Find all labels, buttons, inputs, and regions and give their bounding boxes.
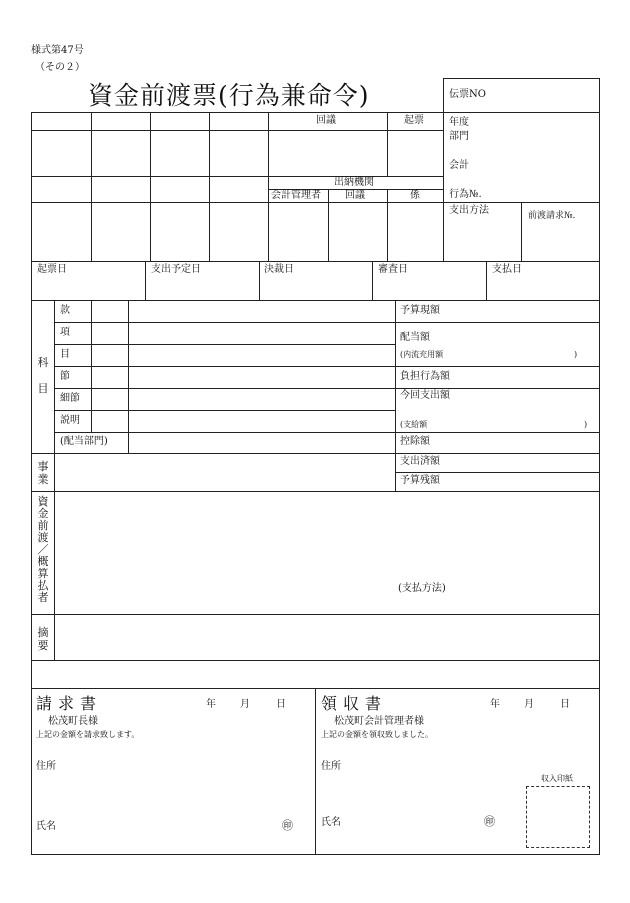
- subject-label: 科目: [37, 356, 49, 395]
- receipt-statement: 上記の金額を領収致しました。: [321, 730, 433, 739]
- subject-row-setsumei: 説明: [60, 415, 80, 426]
- payee-label: 資金前渡／概算払者: [37, 495, 49, 604]
- subject-row-kan: 款: [60, 305, 70, 316]
- pay-method-paren: (支払方法): [398, 583, 446, 594]
- payment-method-label: 支出方法: [449, 205, 489, 216]
- invoice-day: 日: [276, 699, 286, 710]
- circulation2-label: 回議: [345, 190, 365, 201]
- paid-amount-label: 支出済額: [400, 456, 440, 467]
- page-title: 資金前渡票(行為兼命令): [88, 81, 370, 110]
- allotment-label: 配当額: [400, 332, 430, 343]
- subject-row-kou: 項: [60, 327, 70, 338]
- receipt-addressee: 松茂町会計管理者様: [334, 716, 424, 727]
- receipt-month: 月: [524, 699, 534, 710]
- this-payment-label: 今回支出額: [400, 390, 450, 401]
- receipt-address-label: 住所: [321, 761, 341, 772]
- allot-department-label: (配当部門): [60, 436, 108, 447]
- budget-current-label: 予算現額: [400, 305, 440, 316]
- invoice-year: 年: [206, 699, 216, 710]
- receipt-day: 日: [560, 699, 570, 710]
- advance-request-no-label: 前渡請求№.: [528, 211, 576, 221]
- form-number: 様式第47号: [31, 45, 84, 56]
- subject-row-saisetsu: 細節: [60, 393, 80, 404]
- revenue-stamp-label: 収入印紙: [541, 774, 573, 783]
- supply-amount-close: ): [584, 420, 588, 429]
- invoice-title: 請求書: [36, 694, 103, 713]
- audit-date-label: 審査日: [378, 264, 408, 275]
- invoice-statement: 上記の金額を請求致します。: [36, 730, 140, 739]
- internal-transfer-label: (内流充用額: [400, 350, 444, 359]
- invoice-address-label: 住所: [36, 761, 56, 772]
- summary-label: 摘要: [37, 626, 49, 652]
- remaining-budget-label: 予算残額: [400, 475, 440, 486]
- slip-no-label: 伝票NO: [449, 89, 486, 100]
- internal-transfer-close: ): [574, 350, 578, 359]
- receipt-year: 年: [490, 699, 500, 710]
- invoice-month: 月: [240, 699, 250, 710]
- accountant-label: 会計管理者: [271, 190, 321, 201]
- department-label: 部門: [449, 131, 469, 142]
- deduction-label: 控除額: [400, 436, 430, 447]
- approval-date-label: 決裁日: [264, 264, 294, 275]
- invoice-name-label: 氏名: [36, 821, 56, 832]
- invoice-seal-mark: ㊞: [282, 819, 293, 832]
- act-number-label: 行為№.: [449, 189, 482, 200]
- form-sub-number: （その２）: [35, 62, 85, 73]
- burden-act-label: 負担行為額: [400, 371, 450, 382]
- treasury-label: 出納機関: [334, 177, 374, 188]
- fiscal-year-label: 年度: [449, 117, 469, 128]
- project-label: 事業: [37, 460, 49, 486]
- supply-amount-label: (支給額: [400, 420, 428, 429]
- revenue-stamp-box: [526, 786, 590, 848]
- receipt-seal-mark: ㊞: [484, 815, 495, 828]
- drafter-label: 起票: [404, 115, 424, 126]
- scheduled-payment-date-label: 支出予定日: [151, 264, 201, 275]
- payment-date-label: 支払日: [492, 264, 522, 275]
- subject-row-moku: 目: [60, 349, 70, 360]
- invoice-addressee: 松茂町長様: [48, 716, 98, 727]
- circulation-label: 回議: [316, 115, 336, 126]
- receipt-name-label: 氏名: [321, 817, 341, 828]
- clerk-label: 係: [410, 190, 420, 201]
- receipt-title: 領収書: [321, 694, 388, 713]
- subject-row-setsu: 節: [60, 371, 70, 382]
- account-label: 会計: [449, 160, 469, 171]
- draft-date-label: 起票日: [37, 264, 67, 275]
